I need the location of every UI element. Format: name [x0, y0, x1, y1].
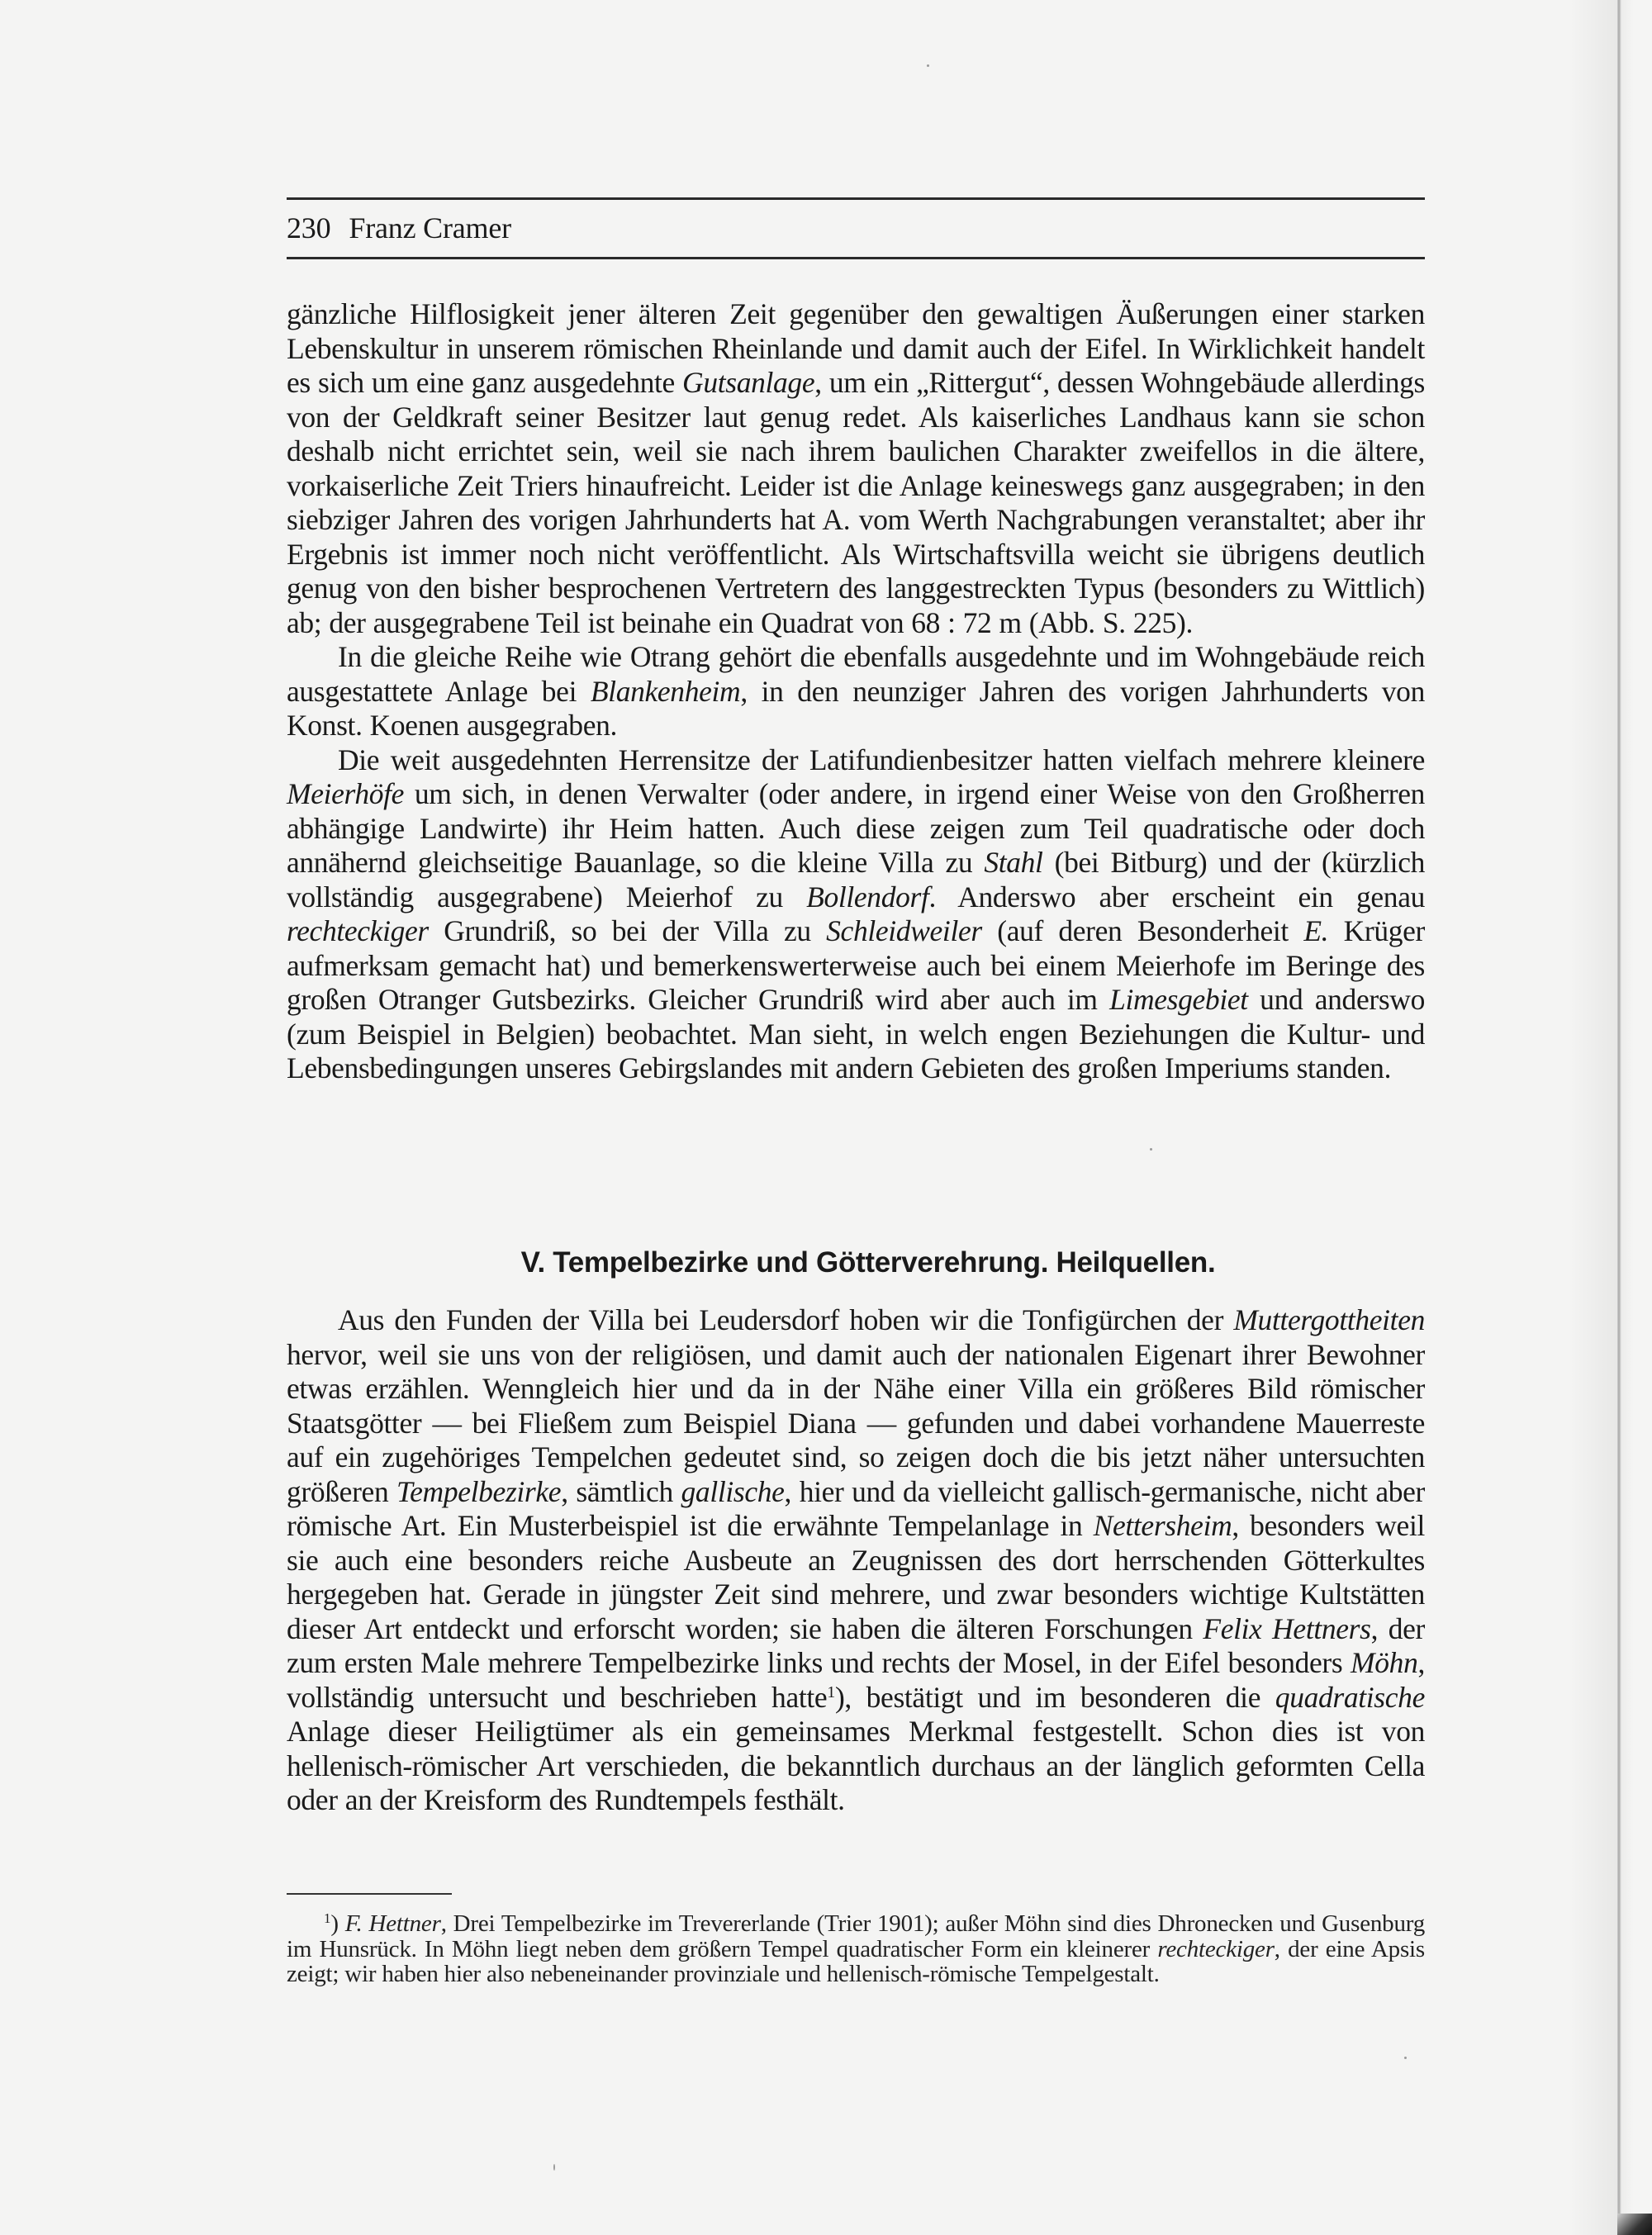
page-number: 230: [287, 211, 331, 244]
paper-speck: [927, 64, 929, 67]
text-run: , Drei Tempelbezirke im Trevererlande (Trier 1901); außer Möhn sind dies Dhronecken und Gusenburg im Hunsrück. In Möhn liegt neben dem größern Tempel quadratischer Form ein kleinerer: [287, 1910, 1426, 1962]
text-run: , besonders weil sie auch eine besonders reiche Ausbeute an Zeugnissen des dort herrschenden Götterkultes hergegeben hat. Gerade in jüngster Zeit sind mehrere, und zwar besonders wichtige Kultstätten dieser Art entdeckt und erforscht worden; sie haben die älteren Forschungen: [287, 1509, 1425, 1645]
body-text-section-v: [287, 1303, 1425, 1818]
italic-term: Bollendorf: [806, 880, 929, 913]
author-name: Franz Cramer: [349, 211, 511, 244]
header-rule-top: [287, 197, 1425, 200]
italic-term: rechteckiger: [1157, 1935, 1275, 1962]
footnote: [287, 1911, 1425, 1987]
italic-term: Nettersheim: [1093, 1509, 1232, 1542]
text-run: gänzliche Hilflosigkeit jener älteren Zeit gegenüber den gewaltigen Äußerungen einer starken Lebenskultur in unserem römischen Rheinlande und damit auch der Eifel. In Wirklichkeit handelt es sich um eine ganz ausgedehnte: [287, 297, 1425, 399]
running-head: [287, 208, 511, 248]
body-text-section-iv-end: [287, 297, 1425, 1086]
paragraph: [287, 1303, 1425, 1818]
text-run: , in den neunziger Jahren des vorigen Jahrhunderts von Konst. Koenen ausgegraben.: [287, 674, 1425, 742]
text-run: hervor, weil sie uns von der religiösen, und damit auch der nationalen Eigenart ihrer Bewohner etwas erzählen. Wenngleich hier und da in der Nähe einer Villa ein größeres Bild römischer Staatsgötter — bei Fließem zum Beispiel Diana — gefunden und dabei vorhandene Mauerreste auf ein zugehöriges Tempelchen gedeutet sind, so zeigen doch die bis jetzt näher untersuchten größeren: [287, 1337, 1425, 1508]
text-run: und anderswo (zum Beispiel in Belgien) beobachtet. Man sieht, in welch engen Beziehungen die Kultur- und Lebensbedingungen unseres Gebirgslandes mit andern Gebieten des großen Imperiums standen.: [287, 983, 1425, 1084]
paper-speck: [553, 2164, 555, 2171]
text-run: In die gleiche Reihe wie Otrang gehört die ebenfalls ausgedehnte und im Wohngebäude reich ausgestattete Anlage bei: [287, 640, 1425, 708]
footnotes: [287, 1911, 1425, 1987]
italic-term: Felix Hettners: [1203, 1611, 1371, 1645]
italic-term: Limesgebiet: [1109, 983, 1248, 1016]
text-run: um sich, in denen Verwalter (oder andere, in irgend einer Weise von den Großherren abhängige Landwirte) ihr Heim hatten. Auch diese zeigen zum Teil quadratische oder doch annähernd gleichseitige Bauanlage, so die kleine Villa zu: [287, 777, 1425, 879]
text-run: , der zum ersten Male mehrere Tempelbezirke links und rechts der Mosel, in der Eifel besonders: [287, 1611, 1426, 1679]
italic-term: Blankenheim: [590, 674, 741, 708]
paper-speck: [1150, 1148, 1152, 1151]
italic-term: Möhn: [1351, 1646, 1418, 1679]
footnote-rule: [287, 1893, 452, 1895]
paragraph: [287, 743, 1425, 1086]
text-run: . Anderswo aber erscheint ein genau: [928, 880, 1425, 913]
text-run: Krüger aufmerksam gemacht hat) und bemerkenswerterweise auch bei einem Meierhofe im Beringe des großen Otranger Gutsbezirks. Gleicher Grundriß wird aber auch im: [287, 914, 1426, 1016]
section-heading: V. Tempelbezirke und Götterverehrung. Heilquellen.: [520, 1246, 1216, 1279]
italic-term: quadratische: [1275, 1680, 1425, 1714]
text-run: , um ein „Rittergut“, dessen Wohngebäude allerdings von der Geldkraft seiner Besitzer laut genug redet. Als kaiserliches Landhaus kann sie schon deshalb nicht errichtet sein, weil sie nach ihrem baulichen Charakter zweifellos in die ältere, vorkaiserliche Zeit Triers hinaufreicht. Leider ist die Anlage keineswegs ganz ausgegraben; in den siebziger Jahren des vorigen Jahrhunderts hat A. vom Werth Nachgrabungen veranstaltet; aber ihr Ergebnis ist immer noch nicht veröffentlicht. Als Wirtschaftsvilla weicht sie übrigens deutlich genug von den bisher besprochenen Vertretern des langgestreckten Typus (besonders zu Wittlich) ab; der ausgegrabene Teil ist beinahe ein Quadrat von 68 : 72 m (Abb. S. 225).: [287, 366, 1425, 639]
text-run: Aus den Funden der Villa bei Leudersdorf hoben wir die Tonfigürchen der: [338, 1303, 1234, 1336]
paragraph: [287, 297, 1425, 640]
italic-term: Stahl: [984, 846, 1043, 879]
italic-term: gallische: [681, 1474, 785, 1508]
italic-term: E.: [1303, 914, 1329, 947]
page-corner: [1617, 2214, 1652, 2235]
italic-term: F. Hettner: [344, 1910, 441, 1937]
page-gutter-shadow: [1569, 0, 1617, 2235]
italic-term: Schleidweiler: [826, 914, 982, 947]
footnote-reference: 1: [827, 1682, 835, 1701]
text-run: Die weit ausgedehnten Herrensitze der Latifundienbesitzer hatten vielfach mehrere kleinere: [338, 743, 1425, 776]
italic-term: Meierhöfe: [287, 777, 405, 810]
text-run: Anlage dieser Heiligtümer als ein gemeinsames Merkmal festgestellt. Schon dies ist von hellenisch-römischer Art verschieden, die bekanntlich durchaus an der länglich geformten Cella oder an der Kreisform des Rundtempels festhält.: [287, 1715, 1425, 1816]
italic-term: Gutsanlage: [682, 366, 815, 399]
text-run: (auf deren Besonderheit: [981, 914, 1304, 947]
text-run: , der eine Apsis zeigt; wir haben hier also nebeneinander provinziale und hellenisch-römische Tempelgestalt.: [287, 1935, 1425, 1987]
text-run: , hier und da vielleicht gallisch-germanische, nicht aber römische Art. Ein Musterbeispiel ist die erwähnte Tempelanlage in: [287, 1474, 1426, 1542]
text-run: Grundriß, so bei der Villa zu: [428, 914, 827, 947]
footnote-marker: 1: [324, 1910, 331, 1926]
paragraph: [287, 640, 1425, 743]
paper-speck: [1404, 2057, 1407, 2059]
text-run: ): [330, 1910, 345, 1937]
italic-term: rechteckiger: [287, 914, 429, 947]
text-run: ), bestätigt und im besonderen die: [834, 1680, 1275, 1714]
page-edge: [1617, 0, 1652, 2235]
text-run: (bei Bitburg) und der (kürzlich vollständig ausgegrabene) Meierhof zu: [287, 846, 1425, 913]
italic-term: Tempelbezirke: [396, 1474, 562, 1508]
italic-term: Muttergottheiten: [1233, 1303, 1425, 1336]
text-run: , sämtlich: [561, 1474, 681, 1508]
header-rule-bottom: [287, 257, 1425, 259]
text-run: , vollständig untersucht und beschrieben hatte: [287, 1646, 1425, 1714]
